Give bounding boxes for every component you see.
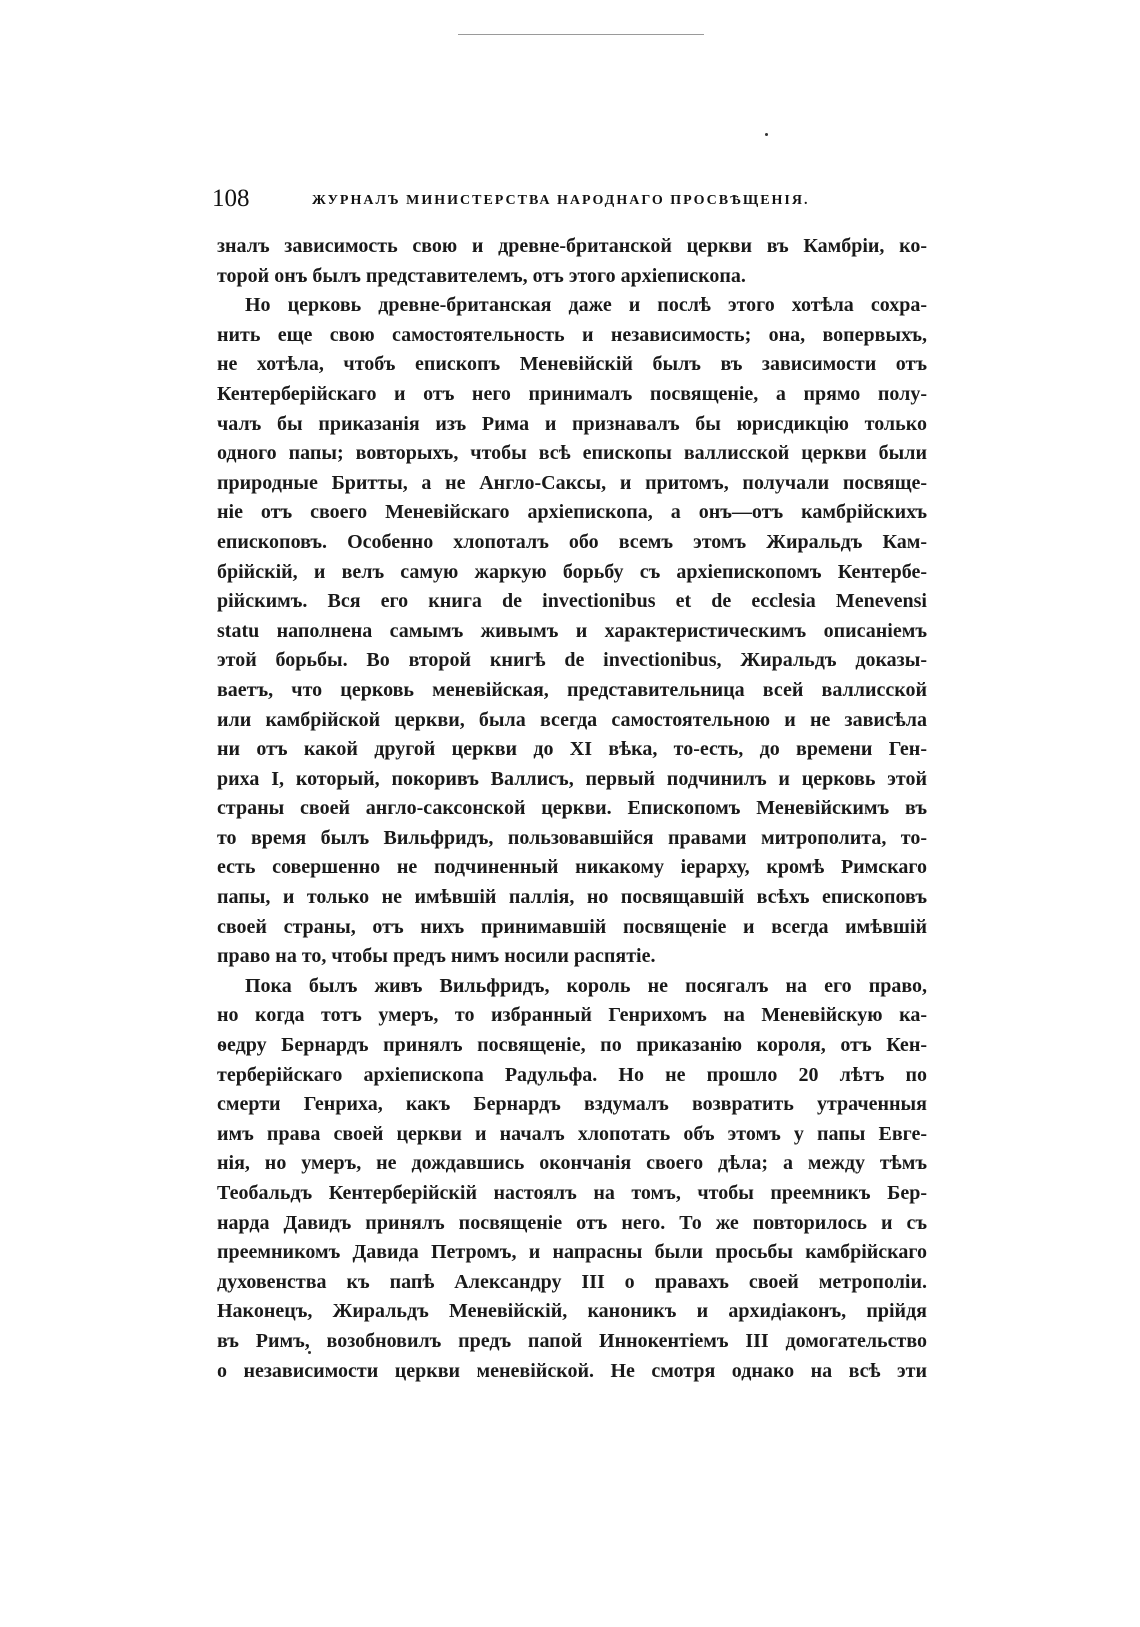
text-line: епископовъ. Особенно хлопоталъ обо всемъ этомъ Жиральдъ Кам-	[217, 530, 927, 553]
text-line: природные Бритты, а не Англо-Саксы, и притомъ, получали посвяще-	[217, 471, 927, 494]
text-line: Пока былъ живъ Вильфридъ, король не посягалъ на его право,	[245, 974, 927, 997]
text-line: Теобальдъ Кентерберійскій настоялъ на томъ, чтобы преемникъ Бер-	[217, 1182, 927, 1204]
journal-title: ЖУРНАЛЪ МИНИСТЕРСТВА НАРОДНАГО ПРОСВѢЩЕНІЯ.	[312, 193, 810, 208]
text-line: нить еще свою самостоятельность и независимость; она, вопервыхъ,	[217, 323, 927, 346]
text-line: Наконецъ, Жиральдъ Меневійскій, каноникъ и архидіаконъ, прійдя	[217, 1300, 927, 1323]
text-line: преемникомъ Давида Петромъ, и напрасны были просьбы камбрійскаго	[217, 1241, 927, 1264]
text-line: есть совершенно не подчиненный никакому іерарху, кромѣ Римскаго	[217, 856, 927, 879]
text-line: Но церковь древне-британская даже и послѣ этого хотѣла сохра-	[245, 294, 927, 317]
text-line: имъ права своей церкви и началъ хлопотать объ этомъ у папы Евге-	[217, 1122, 927, 1145]
text-line: терберійскаго архіепископа Радульфа. Но не прошло 20 лѣтъ по	[217, 1063, 927, 1086]
text-line: statu наполнена самымъ живымъ и характеристическимъ описаніемъ	[217, 619, 927, 642]
text-line: риха I, который, покоривъ Валлисъ, первый подчинилъ и церковь этой	[217, 767, 927, 790]
top-edge-rule	[458, 34, 704, 35]
text-line: ни отъ какой другой церкви до XI вѣка, то-есть, до времени Ген-	[217, 738, 927, 761]
text-line: ніе отъ своего Меневійскаго архіепископа, а онъ—отъ камбрійскихъ	[217, 501, 927, 524]
text-line: ваетъ, что церковь меневійская, представительница всей валлисской	[217, 678, 927, 701]
text-line: страны своей англо-саксонской церкви. Епископомъ Меневійскимъ въ	[217, 797, 927, 820]
text-line: ѳедру Бернардъ принялъ посвященіе, по приказанію короля, отъ Кен-	[217, 1034, 927, 1057]
text-line: чалъ бы приказанія изъ Рима и признавалъ бы юрисдикцію только	[217, 412, 927, 435]
text-line: но когда тотъ умеръ, то избранный Генрихомъ на Меневійскую ка-	[217, 1004, 927, 1027]
text-line: папы, и только не имѣвшій паллія, но посвящавшій всѣхъ епископовъ	[217, 886, 927, 909]
text-line: рійскимъ. Вся его книга de invectionibus et de ecclesia Menevensi	[217, 590, 927, 613]
running-head	[212, 186, 932, 218]
text-line: въ Римъ, возобновилъ предъ папой Иннокентіемъ III домогательство	[217, 1329, 927, 1352]
text-line: Кентерберійскаго и отъ него принималъ посвященіе, а прямо полу-	[217, 382, 927, 405]
text-line: или камбрійской церкви, была всегда самостоятельною и не зависѣла	[217, 708, 927, 731]
text-line: то время былъ Вильфридъ, пользовавшійся правами митрополита, то-	[217, 826, 927, 849]
text-line: одного папы; вовторыхъ, чтобы всѣ епископы валлисской церкви были	[217, 442, 927, 465]
text-line: торой онъ былъ представителемъ, отъ этого архіепископа.	[217, 264, 746, 287]
text-line: этой борьбы. Во второй книгѣ de invectionibus, Жиральдъ доказы-	[217, 649, 927, 672]
body-text	[217, 232, 927, 1386]
text-line: о независимости церкви меневійской. Не смотря однако на всѣ эти	[217, 1359, 927, 1382]
text-line: нарда Давидъ принялъ посвященіе отъ него. То же повторилось и съ	[217, 1211, 927, 1234]
text-line: духовенства къ папѣ Александру III о правахъ своей метрополіи.	[217, 1270, 927, 1293]
text-line: зналъ зависимость свою и древне-британской церкви въ Камбріи, ко-	[217, 235, 927, 257]
text-line: брійскій, и велъ самую жаркую борьбу съ архіепископомъ Кентербе-	[217, 560, 927, 583]
text-line: смерти Генриха, какъ Бернардъ вздумалъ возвратить утраченныя	[217, 1093, 927, 1116]
ink-speck	[765, 133, 768, 136]
text-line: своей страны, отъ нихъ принимавшій посвященіе и всегда имѣвшій	[217, 915, 927, 938]
text-line: право на то, чтобы предъ нимъ носили распятіе.	[217, 945, 656, 968]
page-number: 108	[212, 185, 250, 212]
text-line: не хотѣла, чтобъ епископъ Меневійскій былъ въ зависимости отъ	[217, 353, 927, 376]
text-line: нія, но умеръ, не дождавшись окончанія своего дѣла; а между тѣмъ	[217, 1152, 927, 1175]
